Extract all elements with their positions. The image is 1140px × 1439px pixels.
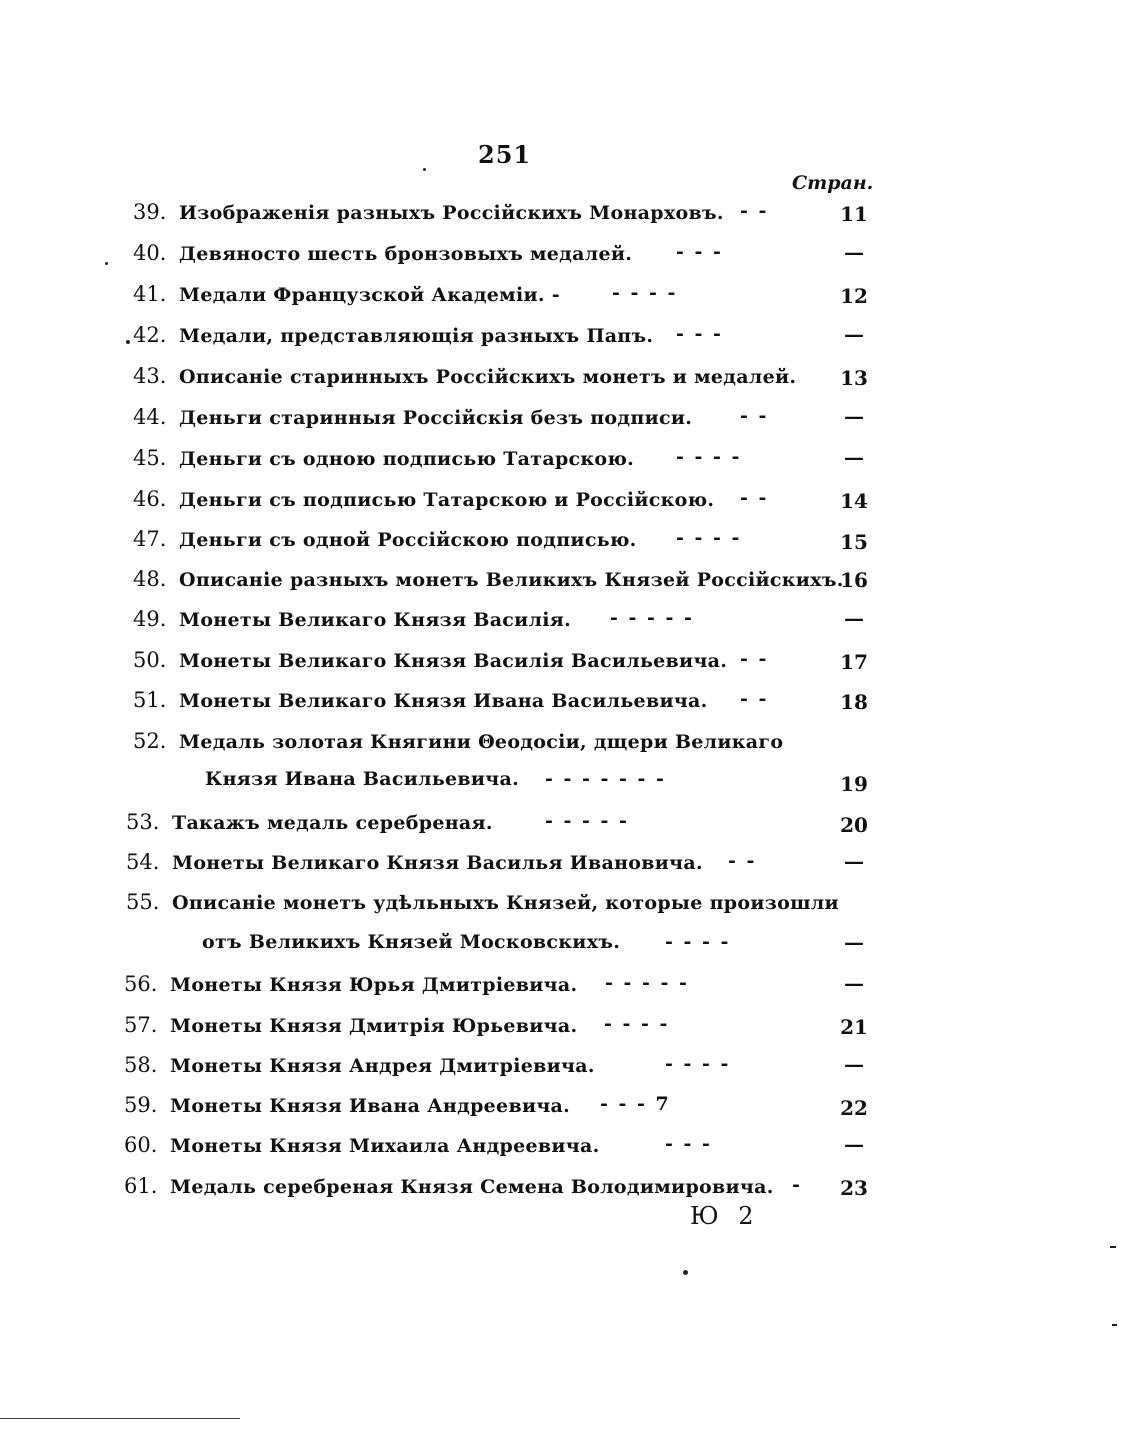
entry-title: Медаль серебреная Князя Семена Володимировича. (170, 1176, 774, 1198)
entry-leader: - - - (665, 1133, 712, 1155)
scan-speck (1110, 1246, 1116, 1248)
entry-title: Монеты Великаго Князя Василія Васильевича. (179, 650, 728, 672)
entry-title: Такажъ медаль серебреная. (172, 812, 493, 834)
entry-leader: - - - - (676, 527, 742, 549)
entry-number: 42. (133, 323, 167, 347)
entry-row (124, 1174, 774, 1208)
entry-row (124, 1053, 595, 1087)
entry-page: — (844, 930, 864, 954)
entry-title: отъ Великихъ Князей Московскихъ. (202, 931, 621, 953)
entry-page: — (844, 445, 864, 469)
entry-leader: - - - - - (545, 810, 629, 832)
entry-row (133, 487, 714, 521)
entry-row (124, 1133, 600, 1167)
entry-title: Монеты Князя Михаила Андреевича. (170, 1135, 600, 1157)
entry-row (133, 323, 653, 357)
entry-number: 40. (133, 241, 167, 265)
entry-title: Деньги съ одной Россійскою подписью. (179, 529, 637, 551)
entry-page: 20 (840, 813, 868, 837)
entry-title: Монеты Великаго Князя Василья Ивановича. (172, 852, 703, 874)
entry-title: Монеты Князя Ивана Андреевича. (170, 1095, 571, 1117)
entry-row-continuation (202, 931, 620, 965)
entry-number: 39. (133, 200, 167, 224)
entry-page: 12 (840, 284, 868, 308)
entry-leader: - - - - (665, 1053, 731, 1075)
entry-row (133, 527, 637, 561)
entry-leader: - - - - (665, 931, 731, 953)
entry-leader: - - (740, 648, 769, 670)
entry-row (133, 282, 560, 316)
scan-speck (683, 1270, 688, 1275)
column-header: Стран. (792, 172, 874, 194)
entry-leader: - - - (676, 241, 723, 263)
entry-number: 54. (126, 850, 160, 874)
entry-leader: - - - - (676, 446, 742, 468)
entry-leader: - - - 7 (600, 1093, 671, 1115)
entry-number: 59. (124, 1093, 158, 1117)
entry-number: 60. (124, 1133, 158, 1157)
entry-number: 48. (133, 567, 167, 591)
entry-leader: - - - - - - - (545, 768, 666, 790)
entry-number: 44. (133, 405, 167, 429)
entry-leader: - (792, 1174, 802, 1196)
entry-page: — (844, 240, 864, 264)
entry-number: 43. (133, 364, 167, 388)
entry-page: — (844, 606, 864, 630)
entry-row (133, 648, 727, 682)
entry-page: 19 (840, 772, 868, 796)
entry-title: Деньги съ одною подписью Татарскою. (179, 448, 635, 470)
entry-number: 47. (133, 527, 167, 551)
entry-number: 49. (133, 607, 167, 631)
entry-title: Деньги съ подписью Татарскою и Россійскою. (179, 489, 715, 511)
entry-row (126, 890, 839, 924)
entry-row (133, 567, 844, 601)
scan-speck (126, 340, 130, 344)
entry-row (126, 850, 703, 884)
entry-page: 15 (840, 530, 868, 554)
entry-row (126, 810, 493, 844)
entry-title: Описаніе старинныхъ Россійскихъ монетъ и медалей. (179, 366, 797, 388)
entry-row (124, 972, 577, 1006)
entry-row (133, 405, 692, 439)
entry-title: Изображенія разныхъ Россійскихъ Монарховъ. (179, 202, 724, 224)
entry-number: 57. (124, 1013, 158, 1037)
entry-number: 45. (133, 446, 167, 470)
entry-number: 55. (126, 890, 160, 914)
entry-leader: - - - - - (610, 607, 694, 629)
entry-title: Девяносто шесть бронзовыхъ медалей. (179, 243, 633, 265)
entry-leader: - - (740, 200, 769, 222)
entry-number: 61. (124, 1174, 158, 1198)
entry-number: 46. (133, 487, 167, 511)
entry-number: 58. (124, 1053, 158, 1077)
entry-title: Монеты Князя Юрья Дмитріевича. (170, 974, 578, 996)
entry-page: 22 (840, 1096, 868, 1120)
entry-page: 13 (840, 366, 868, 390)
entry-page: — (844, 404, 864, 428)
entry-row (133, 364, 796, 398)
entry-number: 53. (126, 810, 160, 834)
entry-number: 52. (133, 729, 167, 753)
entry-row (133, 607, 571, 641)
entry-row-continuation (205, 768, 519, 802)
entry-leader: - - (740, 688, 769, 710)
entry-title: Описаніе монетъ удѣльныхъ Князей, которые произошли (172, 892, 839, 914)
entry-page: — (844, 1132, 864, 1156)
entry-title: Монеты Великаго Князя Василія. (179, 609, 572, 631)
entry-row (133, 241, 632, 275)
entry-number: 56. (124, 972, 158, 996)
entry-leader: - - - - - (605, 972, 689, 994)
entry-page: 17 (840, 650, 868, 674)
entry-page: 11 (840, 202, 868, 226)
catchword: Ю 2 (690, 1202, 760, 1230)
entry-number: 50. (133, 648, 167, 672)
entry-page: 18 (840, 690, 868, 714)
entry-leader: - - (740, 405, 769, 427)
entry-title: Монеты Великаго Князя Ивана Васильевича. (179, 690, 708, 712)
entry-row (133, 200, 724, 234)
entry-page: — (844, 971, 864, 995)
entry-title: Медаль золотая Княгини Θеодосіи, дщери Великаго (179, 731, 784, 753)
entry-title: Князя Ивана Васильевича. (205, 768, 520, 790)
entry-leader: - - - (676, 323, 723, 345)
entry-page: — (844, 1052, 864, 1076)
bottom-edge-line (0, 1418, 240, 1419)
entry-leader: - - (740, 487, 769, 509)
entry-title: Монеты Князя Дмитрія Юрьевича. (170, 1015, 578, 1037)
entry-title: Монеты Князя Андрея Дмитріевича. (170, 1055, 595, 1077)
entry-page: — (844, 322, 864, 346)
page-number: 251 (478, 140, 532, 169)
entry-row (124, 1093, 570, 1127)
scan-speck (423, 168, 426, 171)
entry-row (133, 446, 634, 480)
entry-page: — (844, 849, 864, 873)
entry-page: 23 (840, 1176, 868, 1200)
entry-title: Медали, представляющія разныхъ Папъ. (179, 325, 654, 347)
entry-row (124, 1013, 577, 1047)
scan-speck (1112, 1324, 1117, 1326)
entry-page: 21 (840, 1015, 868, 1039)
entry-row (133, 729, 783, 763)
entry-page: 16 (840, 568, 868, 592)
entry-leader: - - (728, 850, 757, 872)
entry-leader: - - - - (612, 282, 678, 304)
entry-number: 41. (133, 282, 167, 306)
entry-row (133, 688, 708, 722)
entry-title: Описаніе разныхъ монетъ Великихъ Князей Россійскихъ. (179, 569, 844, 591)
entry-leader: - - - - (604, 1013, 670, 1035)
entry-title: Деньги старинныя Россійскія безъ подписи. (179, 407, 693, 429)
entry-number: 51. (133, 688, 167, 712)
entry-title: Медали Французской Академіи. - (179, 284, 560, 306)
entry-page: 14 (840, 489, 868, 513)
scan-speck (105, 262, 108, 265)
